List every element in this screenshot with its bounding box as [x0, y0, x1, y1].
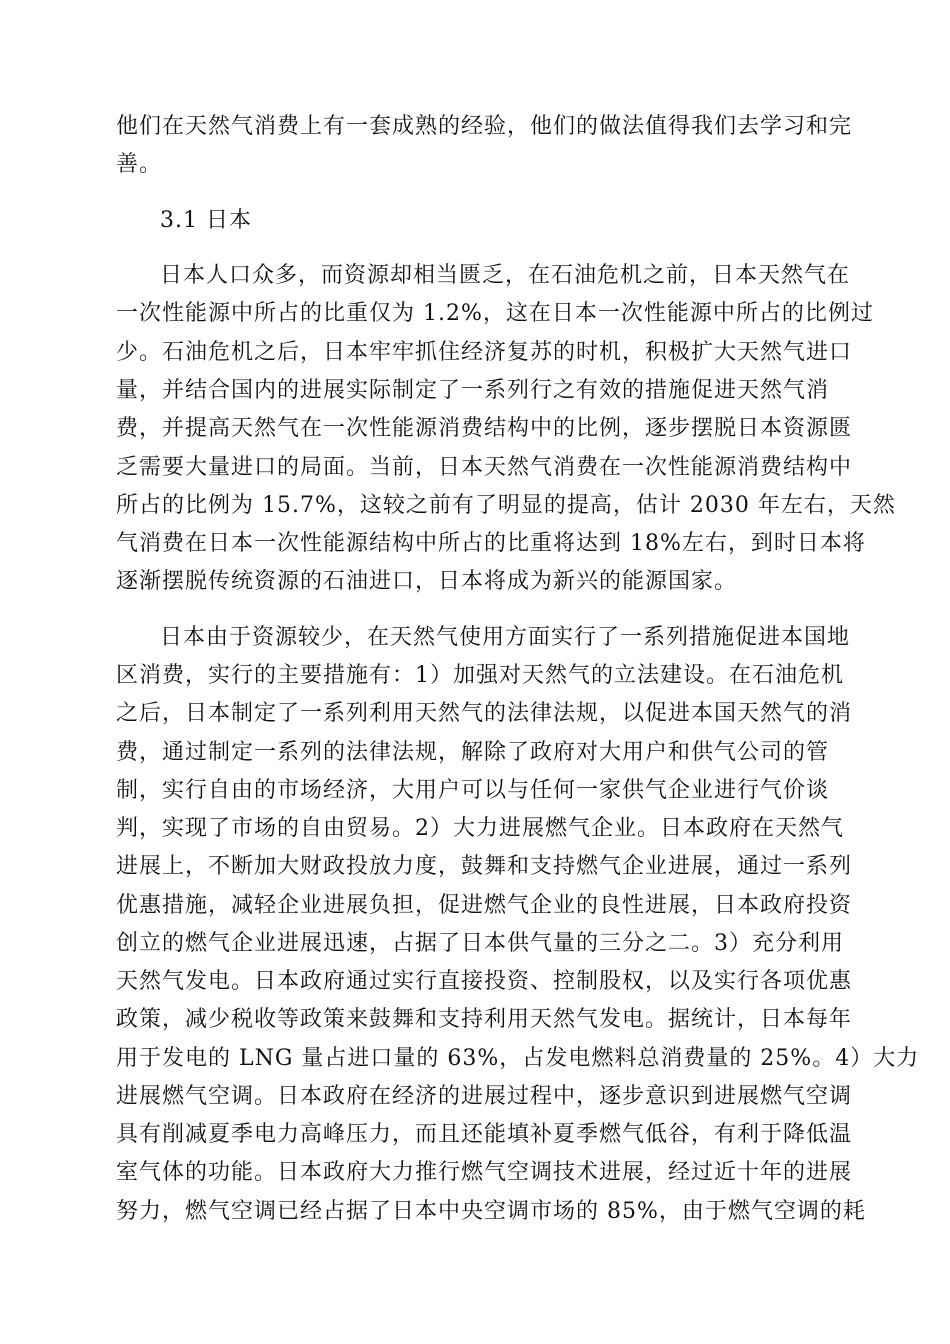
- text-line: 具有削减夏季电力高峰压力，而且还能填补夏季燃气低谷，有利于降低温: [116, 1122, 853, 1147]
- text-line: 乏需要大量进口的局面。当前，日本天然气消费在一次性能源消费结构中: [116, 455, 853, 480]
- text-line: 费，通过制定一系列的法律法规，解除了政府对大用户和供气公司的管: [116, 740, 830, 765]
- text-line: 努力，燃气空调已经占据了日本中央空调市场的 85%，由于燃气空调的耗: [116, 1199, 866, 1224]
- text-line: 气消费在日本一次性能源结构中所占的比重将达到 18%左右，到时日本将: [116, 531, 866, 556]
- text-line: 所占的比例为 15.7%，这较之前有了明显的提高，估计 2030 年左右，天然: [116, 493, 896, 518]
- text-line: 进展燃气空调。日本政府在经济的进展过程中，逐步意识到进展燃气空调: [116, 1084, 853, 1109]
- text-line: 优惠措施，减轻企业进展负担，促进燃气企业的良性进展，日本政府投资: [116, 893, 853, 918]
- text-line: 一次性能源中所占的比重仅为 1.2%，这在日本一次性能源中所占的比例过: [116, 301, 874, 326]
- text-line: 进展上，不断加大财政投放力度，鼓舞和支持燃气企业进展，通过一系列: [116, 854, 853, 879]
- text-line: 创立的燃气企业进展迅速，占据了日本供气量的三分之二。3）充分利用: [116, 931, 844, 956]
- section-heading: 3.1 日本: [160, 208, 252, 233]
- text-line: 室气体的功能。日本政府大力推行燃气空调技术进展，经过近十年的进展: [116, 1160, 853, 1185]
- text-line: 之后，日本制定了一系列利用天然气的法律法规，以促进本国天然气的消: [116, 701, 853, 726]
- text-line: 区消费，实行的主要措施有：1）加强对天然气的立法建设。在石油危机: [116, 663, 844, 688]
- text-line: 逐渐摆脱传统资源的石油进口，日本将成为新兴的能源国家。: [116, 569, 738, 594]
- text-line: 政策，减少税收等政策来鼓舞和支持利用天然气发电。据统计，日本每年: [116, 1007, 853, 1032]
- text-line: 用于发电的 LNG 量占进口量的 63%，占发电燃料总消费量的 25%。4）大力: [116, 1046, 920, 1071]
- text-line: 日本由于资源较少，在天然气使用方面实行了一系列措施促进本国地: [160, 625, 851, 650]
- text-line: 少。石油危机之后，日本牢牢抓住经济复苏的时机，积极扩大天然气进口: [116, 340, 853, 365]
- text-line: 他们在天然气消费上有一套成熟的经验，他们的做法值得我们去学习和完: [116, 114, 853, 139]
- text-line: 费，并提高天然气在一次性能源消费结构中的比例，逐步摆脱日本资源匮: [116, 416, 853, 441]
- text-line: 日本人口众多，而资源却相当匮乏，在石油危机之前，日本天然气在: [160, 263, 851, 288]
- text-line: 量，并结合国内的进展实际制定了一系列行之有效的措施促进天然气消: [116, 378, 830, 403]
- text-line: 制，实行自由的市场经济，大用户可以与任何一家供气企业进行气价谈: [116, 778, 830, 803]
- text-line: 善。: [116, 152, 163, 177]
- text-line: 判，实现了市场的自由贸易。2）大力进展燃气企业。日本政府在天然气: [116, 816, 844, 841]
- text-line: 天然气发电。日本政府通过实行直接投资、控制股权，以及实行各项优惠: [116, 969, 853, 994]
